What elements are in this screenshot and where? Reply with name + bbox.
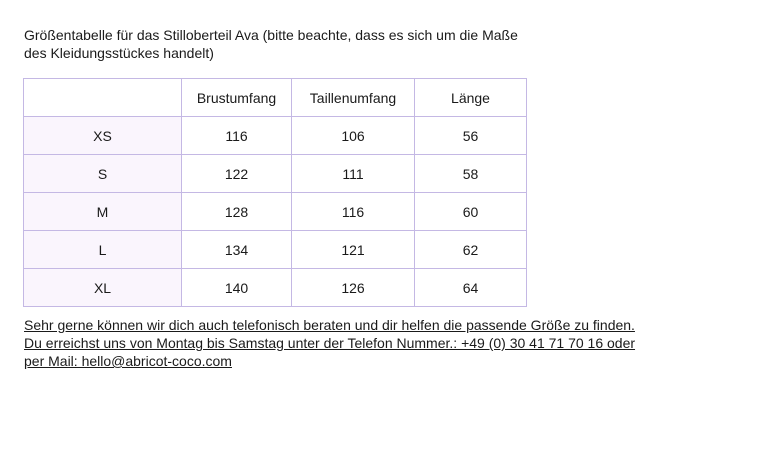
brustumfang-value: 116 [182, 117, 292, 155]
size-label: XS [24, 117, 182, 155]
laenge-value: 58 [415, 155, 527, 193]
header-corner-cell [24, 79, 182, 117]
table-row [24, 269, 527, 307]
size-label: M [24, 193, 182, 231]
taillenumfang-value: 111 [292, 155, 415, 193]
contact-note [24, 316, 664, 370]
table-row [24, 155, 527, 193]
size-label: S [24, 155, 182, 193]
contact-line-3: per Mail: hello@abricot-coco.com [24, 353, 232, 369]
size-label: L [24, 231, 182, 269]
table-header-row [24, 79, 527, 117]
header-laenge: Länge [415, 79, 527, 117]
taillenumfang-value: 116 [292, 193, 415, 231]
table-row [24, 117, 527, 155]
laenge-value: 62 [415, 231, 527, 269]
intro-line-1: Größentabelle für das Stilloberteil Ava (bitte beachte, dass es sich um die Maße [24, 27, 518, 43]
taillenumfang-value: 121 [292, 231, 415, 269]
brustumfang-value: 128 [182, 193, 292, 231]
taillenumfang-value: 126 [292, 269, 415, 307]
header-taillenumfang: Taillenumfang [292, 79, 415, 117]
size-label: XL [24, 269, 182, 307]
size-chart-intro [24, 26, 544, 62]
table-row [24, 193, 527, 231]
header-brustumfang: Brustumfang [182, 79, 292, 117]
table-row [24, 231, 527, 269]
contact-line-2: Du erreichst uns von Montag bis Samstag unter der Telefon Nummer.: +49 (0) 30 41 71 70 16 oder [24, 335, 636, 351]
taillenumfang-value: 106 [292, 117, 415, 155]
brustumfang-value: 134 [182, 231, 292, 269]
laenge-value: 56 [415, 117, 527, 155]
size-table [23, 78, 527, 307]
contact-line-1: Sehr gerne können wir dich auch telefonisch beraten und dir helfen die passende Größe zu finden. [24, 317, 635, 333]
brustumfang-value: 122 [182, 155, 292, 193]
intro-line-2: des Kleidungsstückes handelt) [24, 45, 214, 61]
brustumfang-value: 140 [182, 269, 292, 307]
laenge-value: 64 [415, 269, 527, 307]
laenge-value: 60 [415, 193, 527, 231]
